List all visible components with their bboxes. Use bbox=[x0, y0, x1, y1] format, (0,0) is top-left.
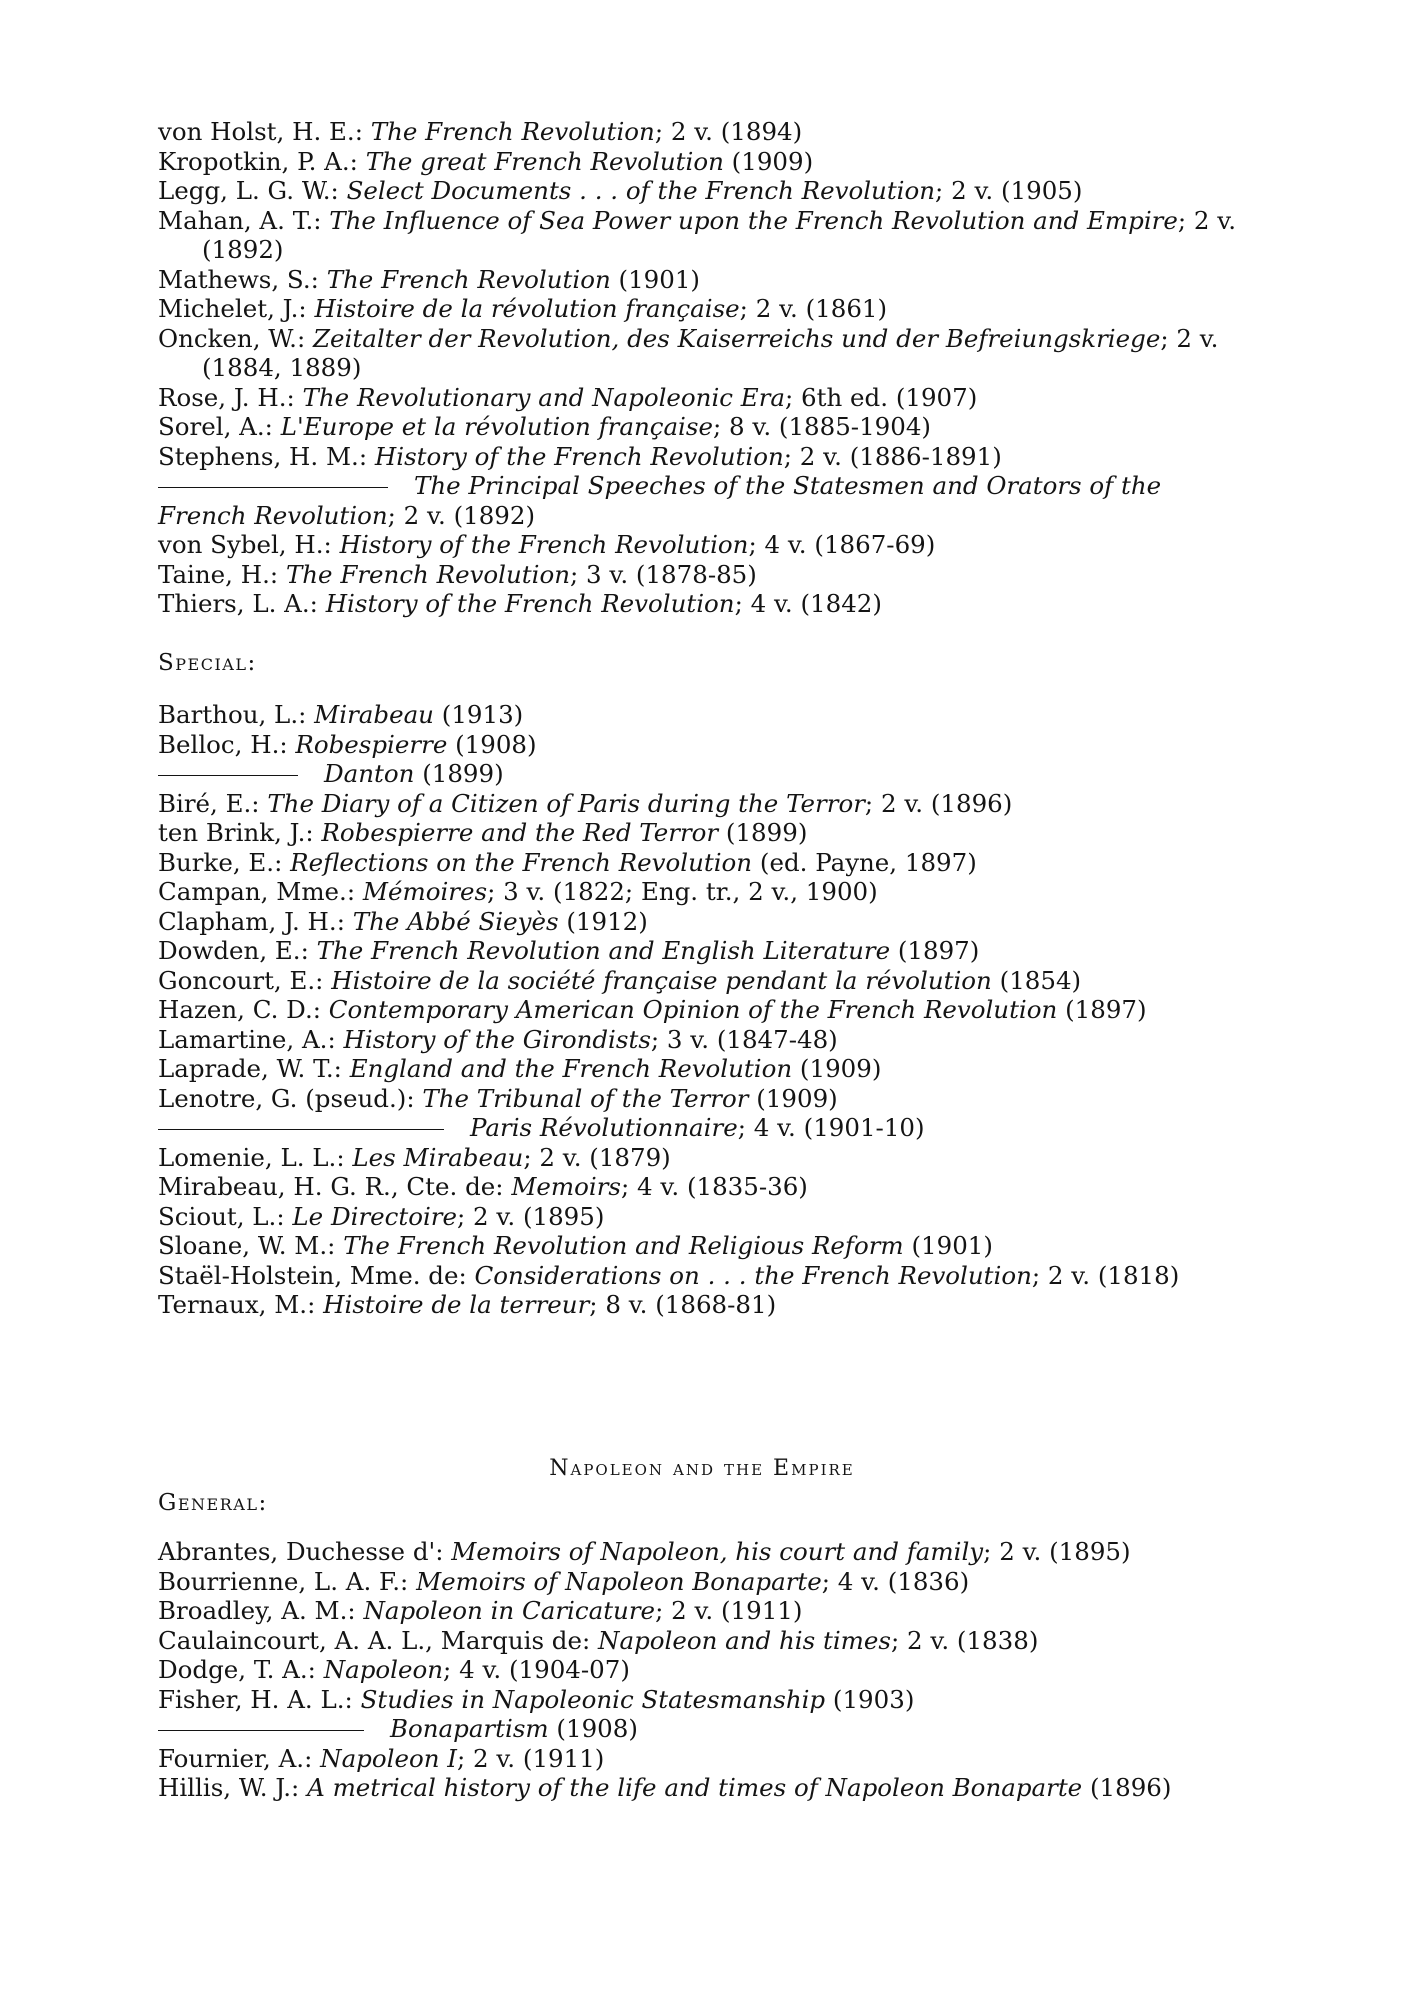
bibliography-entry: ten Brink, J.: Robespierre and the Red Terror (1899) bbox=[158, 818, 808, 847]
bibliography-entry: Hazen, C. D.: Contemporary American Opinion of the French Revolution (1897) bbox=[158, 995, 1147, 1024]
bibliography-entry: Mahan, A. T.: The Influence of Sea Power upon the French Revolution and Empire; 2 v. (1892) bbox=[158, 205, 1237, 264]
special-label: Special: bbox=[158, 650, 257, 676]
bibliography-entry: Dowden, E.: The French Revolution and English Literature (1897) bbox=[158, 936, 980, 965]
ditto-rule bbox=[158, 1730, 364, 1731]
bibliography-entry: Staël-Holstein, Mme. de: Considerations on . . . the French Revolution; 2 v. (1818) bbox=[158, 1260, 1180, 1290]
bibliography-entry: Fisher, H. A. L.: Studies in Napoleonic Statesmanship (1903) bbox=[158, 1684, 915, 1714]
bibliography-entry: Goncourt, E.: Histoire de la société française pendant la révolution (1854) bbox=[158, 965, 1082, 995]
bibliography-entry: Clapham, J. H.: The Abbé Sieyès (1912) bbox=[158, 906, 648, 936]
bibliography-entry-ditto: Bonapartism (1908) bbox=[158, 1714, 1248, 1744]
bibliography-entry: Ternaux, M.: Histoire de la terreur; 8 v. (1868-81) bbox=[158, 1290, 777, 1319]
bibliography-entry: Taine, H.: The French Revolution; 3 v. (1878-85) bbox=[158, 559, 757, 589]
ditto-rule bbox=[158, 1129, 444, 1130]
bibliography-entry: Dodge, T. A.: Napoleon; 4 v. (1904-07) bbox=[158, 1655, 630, 1684]
bibliography-entry: Biré, E.: The Diary of a Citizen of Paris during the Terror; 2 v. (1896) bbox=[158, 788, 1013, 818]
bibliography-entry: Thiers, L. A.: History of the French Revolution; 4 v. (1842) bbox=[158, 589, 882, 618]
bibliography-entry: Lenotre, G. (pseud.): The Tribunal of the Terror (1909) bbox=[158, 1083, 838, 1113]
bibliography-special bbox=[158, 700, 1248, 1320]
bibliography-entry: Sloane, W. M.: The French Revolution and Religious Reform (1901) bbox=[158, 1231, 993, 1260]
bibliography-napoleon-general bbox=[158, 1537, 1248, 1803]
bibliography-entry: Sciout, L.: Le Directoire; 2 v. (1895) bbox=[158, 1201, 605, 1231]
bibliography-entry: Broadley, A. M.: Napoleon in Caricature; 2 v. (1911) bbox=[158, 1596, 803, 1625]
bibliography-entry: Laprade, W. T.: England and the French Revolution (1909) bbox=[158, 1054, 882, 1083]
ditto-rule bbox=[158, 775, 298, 776]
bibliography-entry: Sorel, A.: L'Europe et la révolution française; 8 v. (1885-1904) bbox=[158, 412, 931, 441]
bibliography-entry: von Sybel, H.: History of the French Revolution; 4 v. (1867-69) bbox=[158, 530, 936, 559]
bibliography-entry: Burke, E.: Reflections on the French Revolution (ed. Payne, 1897) bbox=[158, 847, 977, 877]
ditto-rule bbox=[158, 487, 388, 488]
bibliography-entry: Stephens, H. M.: History of the French Revolution; 2 v. (1886-1891) bbox=[158, 441, 1002, 471]
bibliography-entry: Caulaincourt, A. A. L., Marquis de: Napoleon and his times; 2 v. (1838) bbox=[158, 1625, 1039, 1655]
bibliography-entry: Legg, L. G. W.: Select Documents . . . of the French Revolution; 2 v. (1905) bbox=[158, 176, 1083, 205]
bibliography-entry: Mathews, S.: The French Revolution (1901) bbox=[158, 264, 700, 294]
bibliography-entry: Bourrienne, L. A. F.: Memoirs of Napoleon Bonaparte; 4 v. (1836) bbox=[158, 1566, 970, 1596]
bibliography-entry: Campan, Mme.: Mémoires; 3 v. (1822; Eng. tr., 2 v., 1900) bbox=[158, 877, 878, 906]
section-heading: Napoleon and the Empire bbox=[549, 1456, 855, 1481]
bibliography-entry: Fournier, A.: Napoleon I; 2 v. (1911) bbox=[158, 1743, 605, 1773]
bibliography-entry: Rose, J. H.: The Revolutionary and Napoleonic Era; 6th ed. (1907) bbox=[158, 382, 978, 412]
bibliography-entry-ditto: The Principal Speeches of the Statesmen and Orators of the French Revolution; 2 v. (1892) bbox=[158, 471, 1162, 530]
bibliography-entry: Lomenie, L. L.: Les Mirabeau; 2 v. (1879) bbox=[158, 1142, 671, 1172]
bibliography-entry: Belloc, H.: Robespierre (1908) bbox=[158, 729, 537, 759]
bibliography-entry: Barthou, L.: Mirabeau (1913) bbox=[158, 700, 524, 729]
bibliography-entry: Hillis, W. J.: A metrical history of the life and times of Napoleon Bonaparte (1896) bbox=[158, 1773, 1172, 1802]
bibliography-entry: Mirabeau, H. G. R., Cte. de: Memoirs; 4 v. (1835-36) bbox=[158, 1172, 808, 1201]
bibliography-entry: Oncken, W.: Zeitalter der Revolution, des Kaiserreichs und der Befreiungskriege; 2 v. (1884, 1889) bbox=[158, 323, 1219, 382]
bibliography-entry: Lamartine, A.: History of the Girondists; 3 v. (1847-48) bbox=[158, 1024, 838, 1054]
bibliography-entry: Kropotkin, P. A.: The great French Revolution (1909) bbox=[158, 146, 814, 176]
bibliography-general-french-revolution bbox=[158, 117, 1248, 619]
bibliography-entry: Michelet, J.: Histoire de la révolution française; 2 v. (1861) bbox=[158, 294, 888, 323]
general-label: General: bbox=[158, 1490, 268, 1516]
bibliography-entry-ditto: Paris Révolutionnaire; 4 v. (1901-10) bbox=[158, 1113, 1248, 1143]
bibliography-entry-ditto: Danton (1899) bbox=[158, 759, 1248, 789]
bibliography-entry: Abrantes, Duchesse d': Memoirs of Napoleon, his court and family; 2 v. (1895) bbox=[158, 1537, 1131, 1566]
bibliography-entry: von Holst, H. E.: The French Revolution; 2 v. (1894) bbox=[158, 117, 803, 146]
